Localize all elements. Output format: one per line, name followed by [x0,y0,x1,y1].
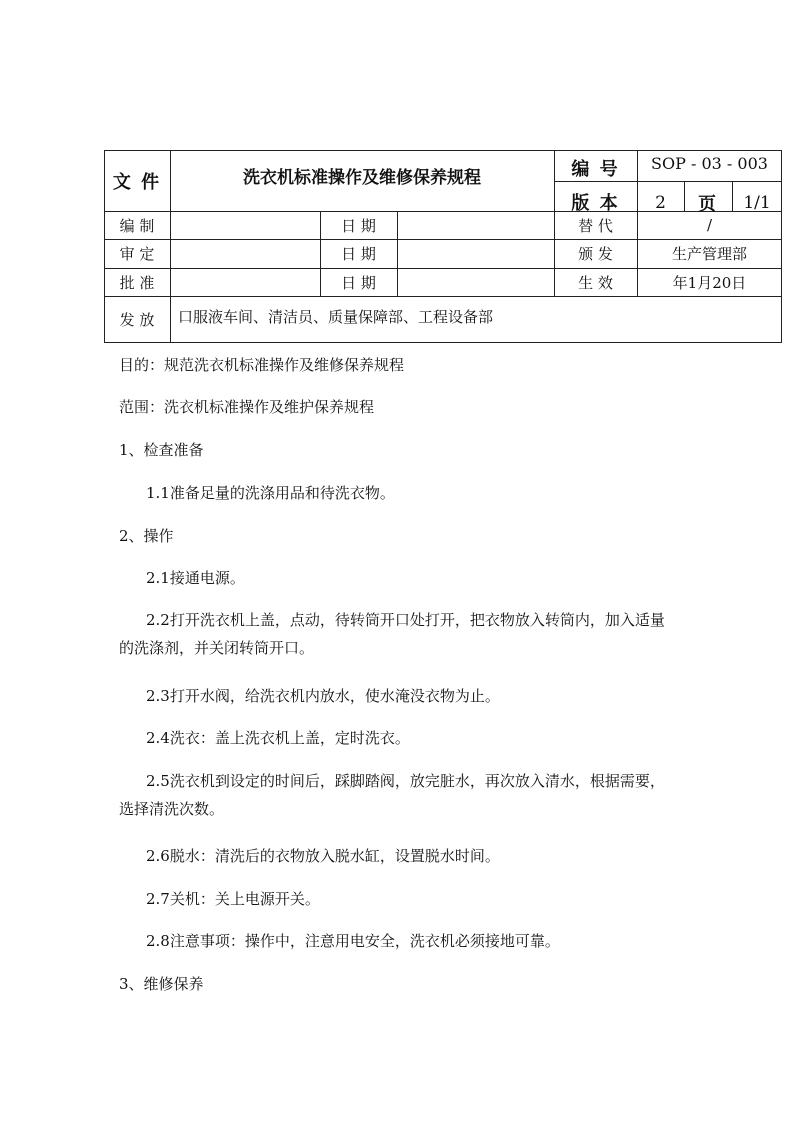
reviewed-by-label: 审 定 [119,245,155,263]
page-label: 页 [698,194,718,215]
step-item: 2.3打开水阀，给洗衣机内放水，使水淹没衣物为止。 [146,687,500,705]
reviewed-by-value [170,239,320,268]
step-item: 2.5洗衣机到设定的时间后，踩脚踏阀，放完脏水，再次放入清水，根据需要，选择清洗次数。 [119,772,665,818]
number-label: 编 号 [571,159,620,180]
compiled-by-label: 编 制 [119,216,155,235]
issued-by-value: 生产管理部 [671,245,747,263]
section-heading: 3、维修保养 [119,975,204,993]
replaces-value: / [706,216,713,234]
date-value [397,239,554,268]
step-item: 2.8注意事项：操作中，注意用电安全，洗衣机必须接地可靠。 [146,932,560,950]
approved-by-value [170,268,320,296]
date-label: 日 期 [341,245,376,263]
section-heading: 1、检查准备 [119,441,204,459]
date-value [397,211,554,239]
scope-line: 范围：洗衣机标准操作及维护保养规程 [119,398,375,416]
version-value: 2 [655,193,666,213]
date-value [397,268,554,296]
step-item: 2.6脱水：清洗后的衣物放入脱水缸，设置脱水时间。 [146,847,500,865]
doc-label: 文 件 [112,171,162,193]
step-item: 2.2打开洗衣机上盖，点动，待转筒开口处打开，把衣物放入转筒内，加入适量的洗涤剂，并关闭转筒开口。 [119,611,665,657]
distribution-value: 口服液车间、清洁员、质量保障部、工程设备部 [178,307,494,326]
replaces-label: 替 代 [578,216,613,235]
page-value: 1/1 [743,193,771,213]
document-number: SOP - 03 - 003 [651,154,768,173]
date-label: 日 期 [341,216,376,235]
step-item: 2.4洗衣：盖上洗衣机上盖，定时洗衣。 [146,729,410,747]
issued-by-label: 颁 发 [578,245,613,263]
step-item: 2.7关机：关上电源开关。 [146,890,320,908]
step-item: 2.1接通电源。 [146,569,245,587]
approved-by-label: 批 准 [119,273,155,292]
purpose-line: 目的：规范洗衣机标准操作及维修保养规程 [119,356,405,374]
distribution-label: 发 放 [119,310,155,329]
effective-date: 年1月20日 [672,273,747,292]
effective-label: 生 效 [578,273,613,292]
step-item: 1.1准备足量的洗涤用品和待洗衣物。 [146,484,395,502]
section-heading: 2、操作 [119,527,174,545]
compiled-by-value [170,211,320,239]
document-header-table [104,150,782,343]
version-label: 版 本 [571,192,620,214]
date-label: 日 期 [341,273,376,292]
document-title: 洗衣机标准操作及维修保养规程 [243,167,481,188]
